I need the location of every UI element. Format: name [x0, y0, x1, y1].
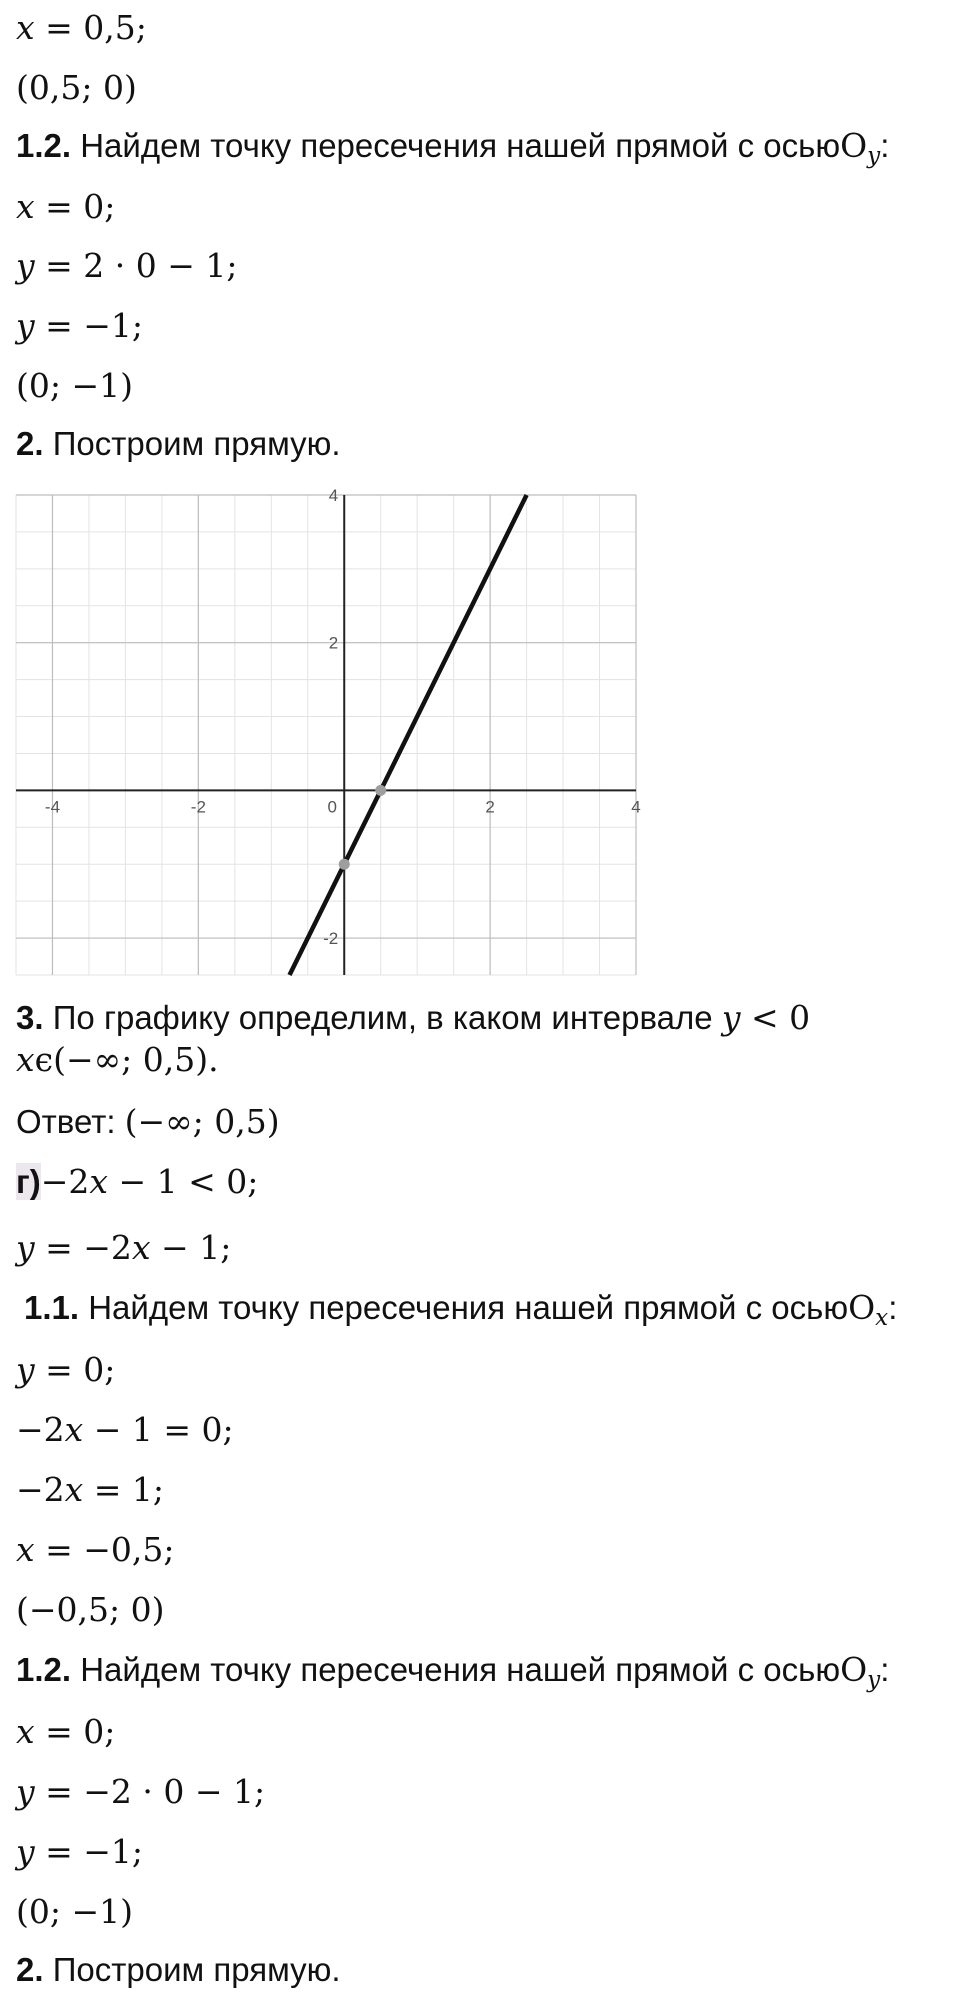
x-tick-label: 4 — [631, 797, 641, 817]
x-tick-label: 2 — [485, 797, 495, 817]
eq-substitution: −2x − 1 = 0; — [16, 1410, 234, 1449]
eq-y-minus-1-2: y = −1; — [16, 1832, 144, 1871]
y-tick-label: 2 — [328, 633, 339, 653]
eq-y-minus-1: y = −1; — [16, 306, 144, 345]
point-x-intercept: (0,5; 0) — [16, 68, 137, 107]
step-1-2-heading: 1.2. Найдем точку пересечения нашей прямой с осьюO$_y$: — [16, 126, 890, 169]
y-tick-label: 4 — [328, 486, 339, 505]
step-1-2-heading-2: 1.2. Найдем точку пересечения нашей прямой с осьюO$_y$: — [16, 1650, 890, 1693]
intercept-point — [375, 785, 386, 796]
line-graph — [16, 486, 641, 975]
eq-x-0: x = 0; — [16, 187, 116, 226]
point-y-intercept-2: (0; −1) — [16, 1892, 133, 1931]
task-g-inequality: г)−2x − 1 < 0; — [16, 1162, 259, 1201]
y-tick-label: -2 — [323, 929, 339, 949]
step-3-heading: 3. По графику определим, в каком интервале y < 0 — [16, 998, 811, 1037]
step-1-1-heading: 1.1. Найдем точку пересечения нашей прямой с осьюO$_x$: — [24, 1288, 898, 1331]
intercept-point — [339, 859, 350, 870]
answer-line: Ответ: (−∞; 0,5) — [16, 1102, 280, 1141]
eq-y-substitution-2: y = −2 · 0 − 1; — [16, 1772, 266, 1811]
eq-minus-2x: −2x = 1; — [16, 1470, 165, 1509]
point-x-intercept-2: (−0,5; 0) — [16, 1590, 165, 1629]
x-tick-label: -2 — [190, 797, 206, 817]
solution-interval: xϵ(−∞; 0,5). — [16, 1040, 219, 1079]
eq-x-0-2: x = 0; — [16, 1712, 116, 1751]
eq-x-0-5: x = 0,5; — [16, 8, 147, 47]
eq-function: y = −2x − 1; — [16, 1228, 232, 1267]
x-tick-label: 0 — [327, 797, 337, 817]
step-2-heading: 2. Построим прямую. — [16, 425, 341, 462]
x-tick-label: -4 — [44, 797, 61, 817]
step-2-heading-2: 2. Построим прямую. — [16, 1951, 341, 1988]
eq-y-0: y = 0; — [16, 1350, 116, 1389]
point-y-intercept: (0; −1) — [16, 366, 133, 405]
eq-x-minus-0-5: x = −0,5; — [16, 1530, 175, 1569]
eq-y-substitution: y = 2 · 0 − 1; — [16, 246, 238, 285]
function-line — [290, 495, 527, 975]
